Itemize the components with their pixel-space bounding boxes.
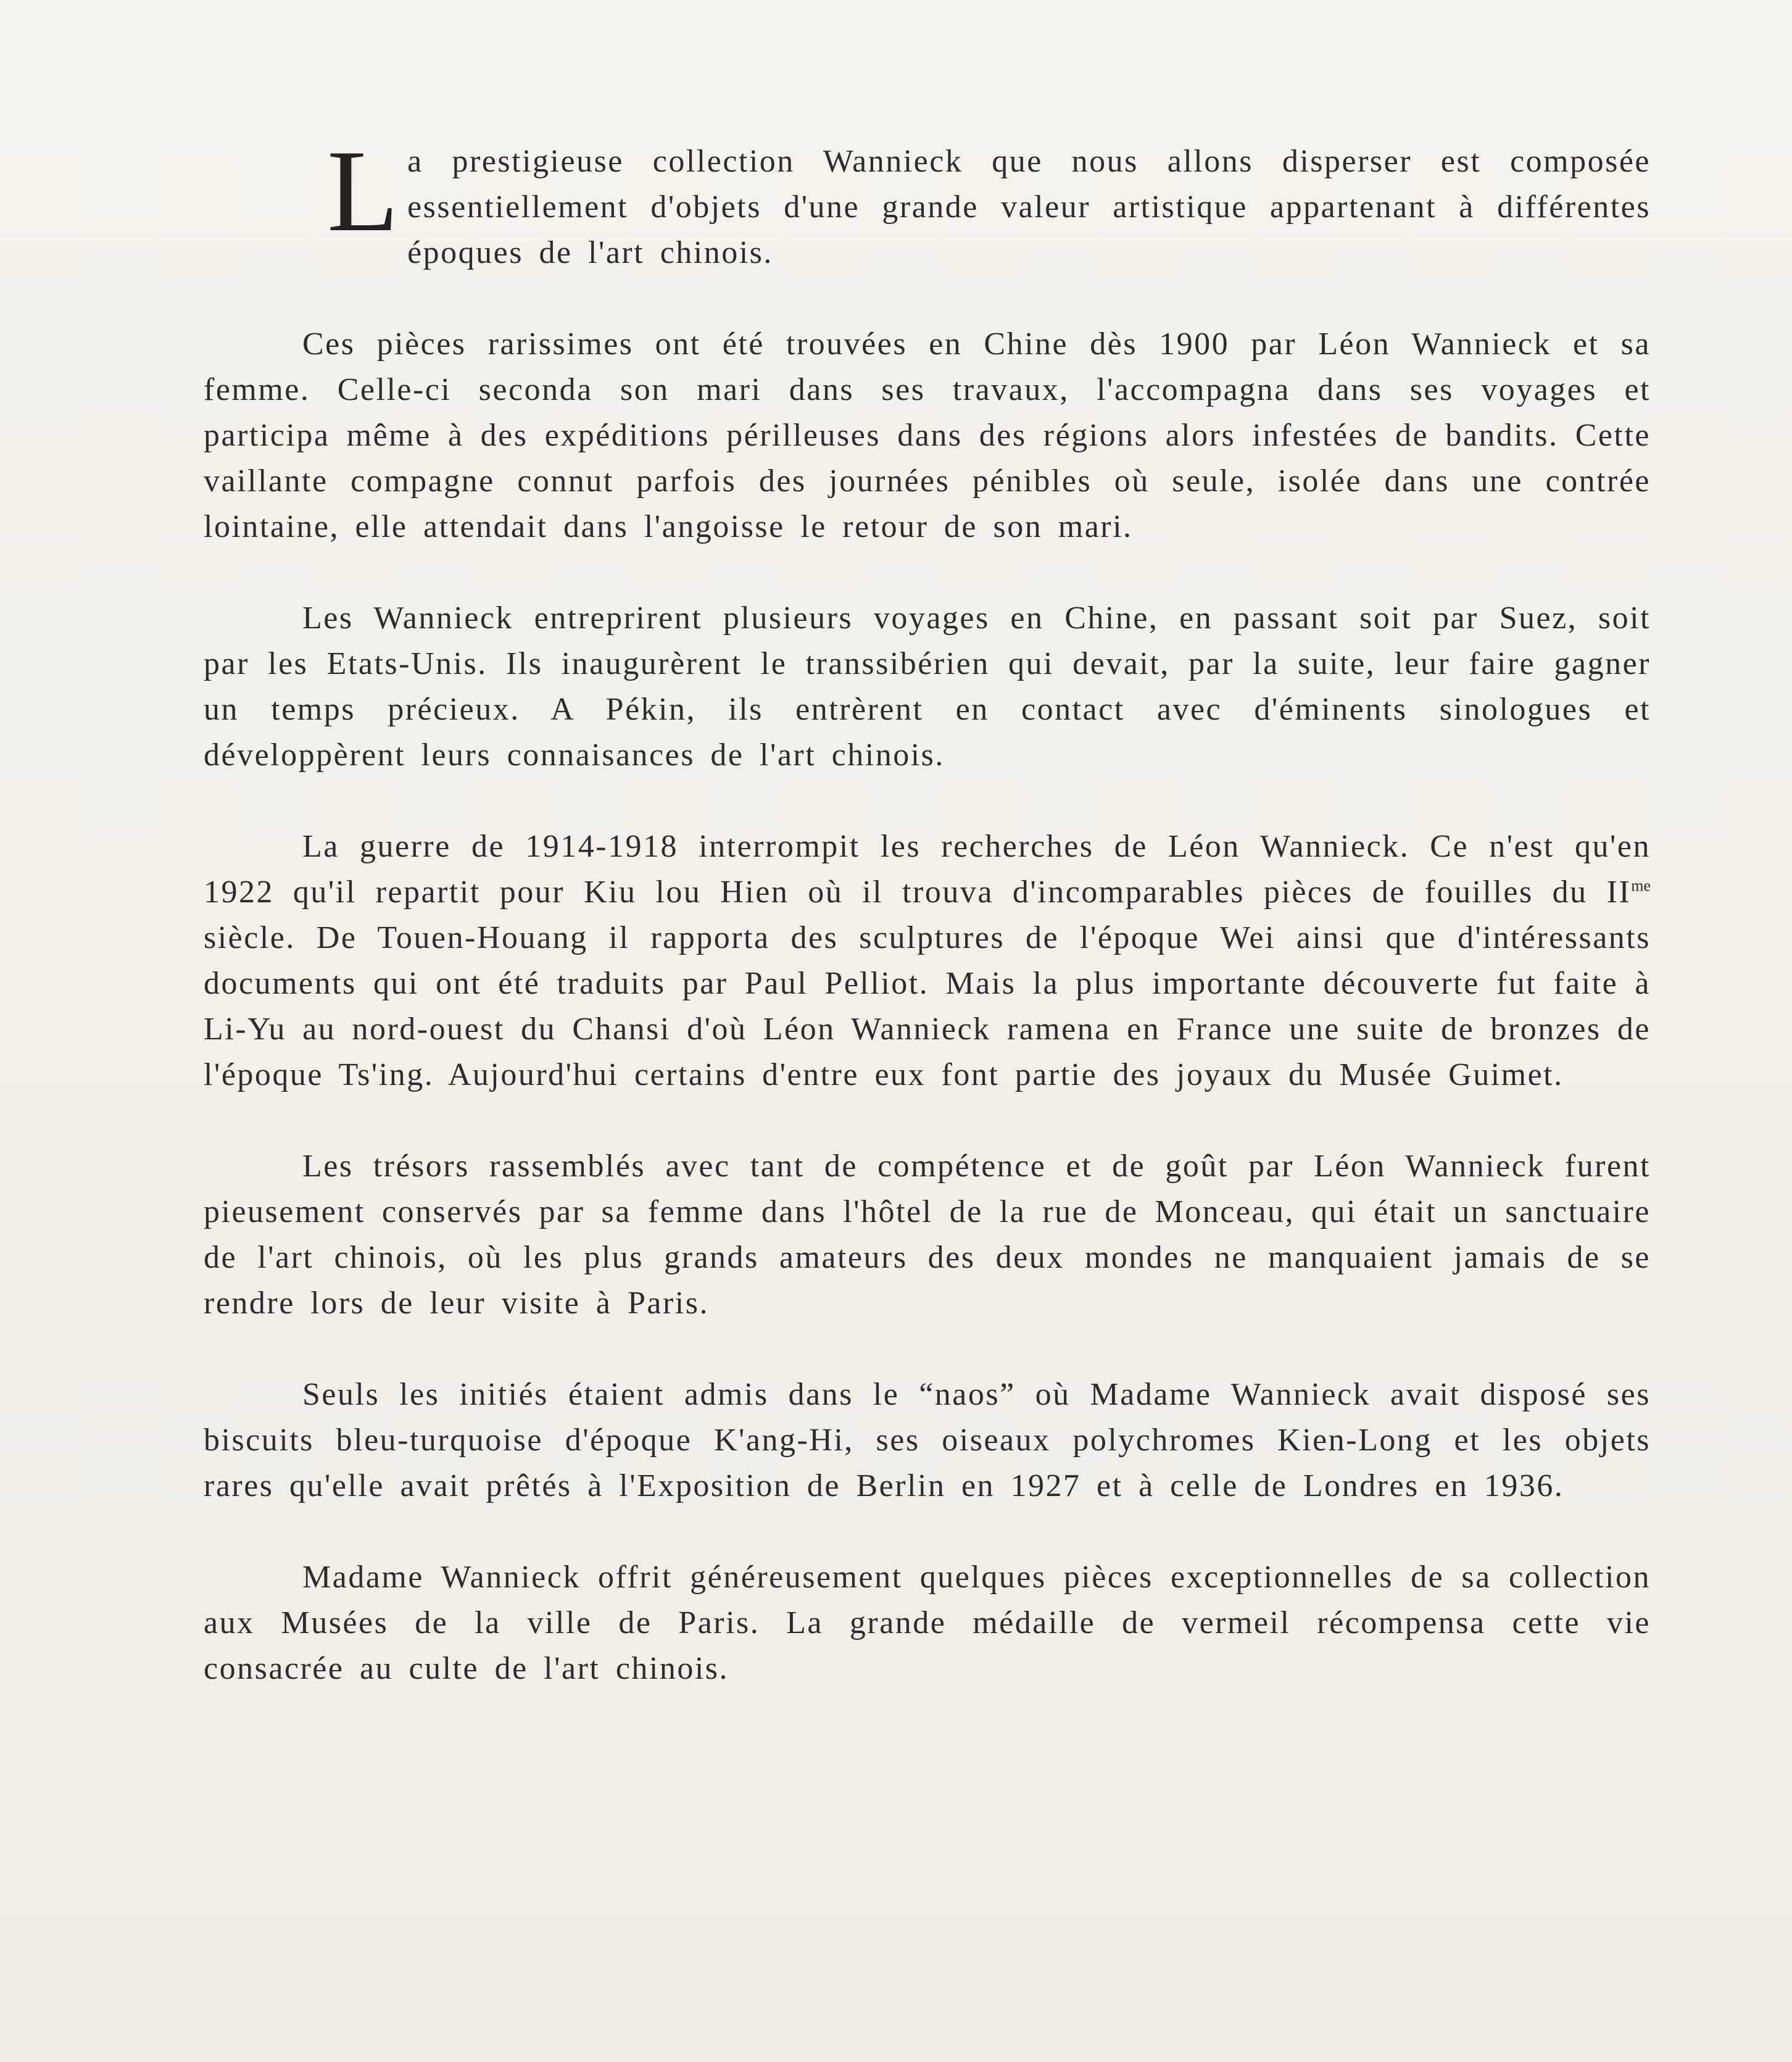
- paragraph-1: [204, 127, 1651, 276]
- paragraph-1-text: a prestigieuse collection Wannieck que nous allons disperser est composée essentiellement d'objets d'une grande valeur artistique appartenant à différentes époques de l'art chinois.: [407, 144, 1651, 270]
- paragraph-3: Les Wannieck entreprirent plusieurs voyages en Chine, en passant soit par Suez, soit par les Etats-Unis. Ils inaugurèrent le transsibérien qui devait, par la suite, leur faire gagner un temps précieux. A Pékin, ils entrèrent en contact avec d'éminents sinologues et développèrent leurs connaisances de l'art chinois.: [204, 601, 1651, 773]
- paragraph-4-text-before: La guerre de 1914-1918 interrompit les recherches de Léon Wannieck. Ce n'est qu'en 1922 qu'il repartit pour Kiu lou Hien où il trouva d'incomparables pièces de fouilles du II: [204, 829, 1651, 910]
- ordinal-superscript: me: [1631, 876, 1651, 895]
- paragraph-6: Seuls les initiés étaient admis dans le “naos” où Madame Wannieck avait disposé ses biscuits bleu-turquoise d'époque K'ang-Hi, ses oiseaux polychromes Kien-Long et les objets rares qu'elle avait prêtés à l'Exposition de Berlin en 1927 et à celle de Londres en 1936.: [204, 1377, 1651, 1503]
- text-block: [204, 127, 1651, 1737]
- paragraph-4: [204, 824, 1651, 1098]
- paragraph-4-text-after: siècle. De Touen-Houang il rapporta des sculptures de l'époque Wei ainsi que d'intéressants documents qui ont été traduits par Paul Pelliot. Mais la plus importante découverte fut faite à Li-Yu au nord-ouest du Chansi d'où Léon Wannieck ramena en France une suite de bronzes de l'époque Ts'ing. Aujourd'hui certains d'entre eux font partie des joyaux du Musée Guimet.: [204, 920, 1651, 1092]
- drop-cap: L: [327, 127, 399, 256]
- paragraph-2: Ces pièces rarissimes ont été trouvées en Chine dès 1900 par Léon Wannieck et sa femme. Celle-ci seconda son mari dans ses travaux, l'accompagna dans ses voyages et participa même à des expéditions périlleuses dans des régions alors infestées de bandits. Cette vaillante compagne connut parfois des journées pénibles où seule, isolée dans une contrée lointaine, elle attendait dans l'angoisse le retour de son mari.: [204, 326, 1651, 544]
- paragraph-5: Les trésors rassemblés avec tant de compétence et de goût par Léon Wannieck furent pieusement conservés par sa femme dans l'hôtel de la rue de Monceau, qui était un sanctuaire de l'art chinois, où les plus grands amateurs des deux mondes ne manquaient jamais de se rendre lors de leur visite à Paris.: [204, 1149, 1651, 1321]
- paragraph-7: Madame Wannieck offrit généreusement quelques pièces exceptionnelles de sa collection aux Musées de la ville de Paris. La grande médaille de vermeil récompensa cette vie consacrée au culte de l'art chinois.: [204, 1560, 1651, 1686]
